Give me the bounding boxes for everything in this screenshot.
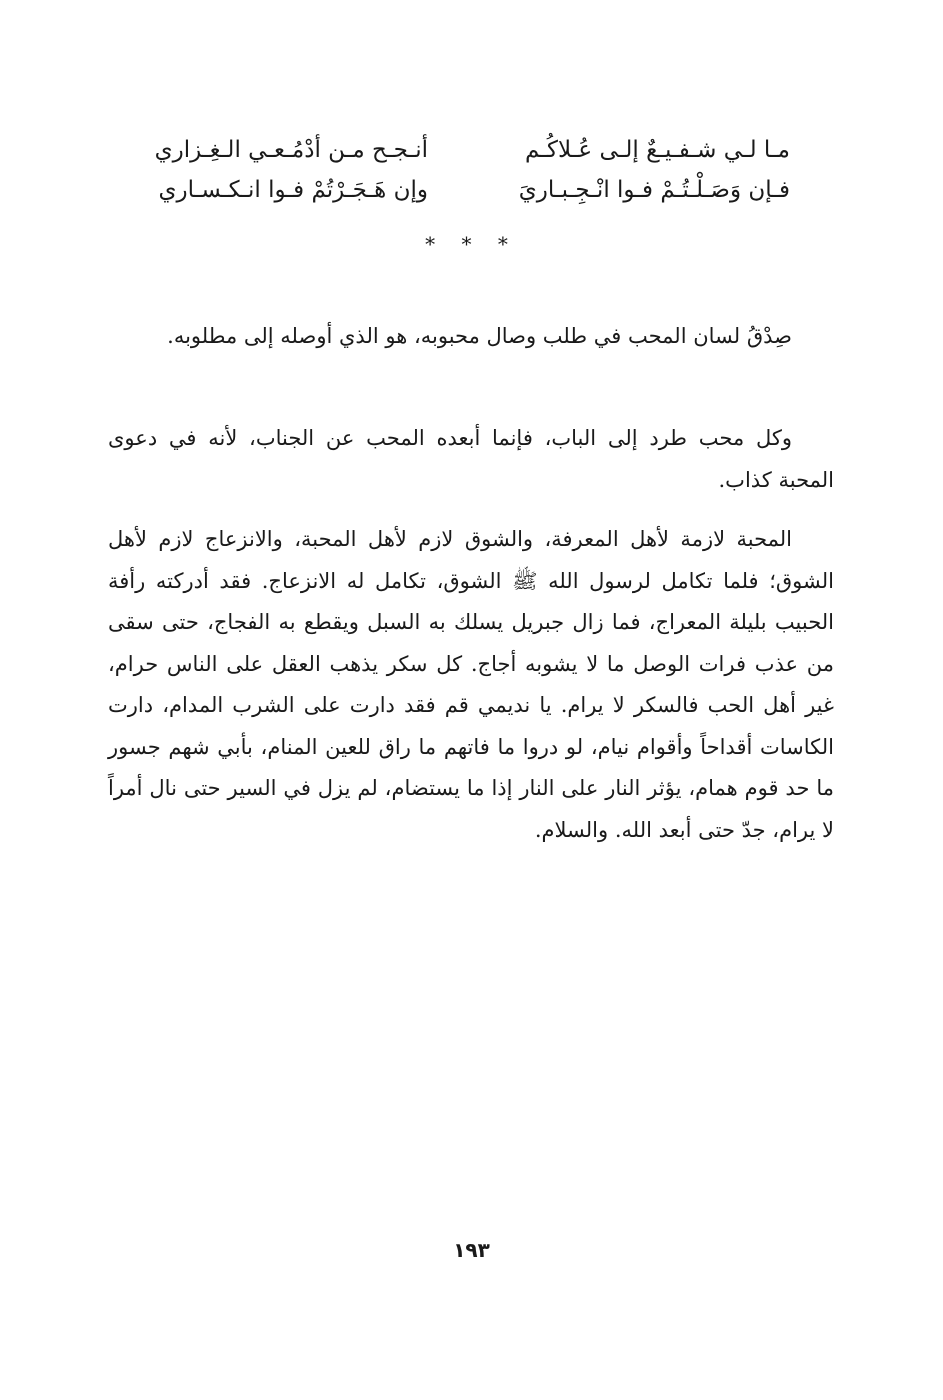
poem <box>108 130 790 210</box>
verse-second-hemistich: أنـجـح مـن أدْمُـعـي الـغِـزاري <box>154 137 428 163</box>
verse-second-hemistich: وإن هَـجَـرْتُمْ فـوا انـكـسـاري <box>158 177 428 203</box>
paragraph-3 <box>108 519 834 851</box>
paragraph-text: وكل محب طرد إلى الباب، فإنما أبعده المحب عن الجناب، لأنه في دعوى المحبة كذاب. <box>108 426 834 492</box>
poem-verse <box>108 170 790 210</box>
paragraph-1 <box>108 316 834 358</box>
page-number: ١٩٣ <box>453 1238 490 1262</box>
verse-first-hemistich: فـإن وَصَـلْـتُـمْ فـوا انْـجِـبـاريَ <box>518 177 790 203</box>
poem-verse <box>108 130 790 170</box>
paragraph-text: صِدْقُ لسان المحب في طلب وصال محبوبه، هو الذي أوصله إلى مطلوبه. <box>167 324 792 348</box>
verse-first-hemistich: مـا لـي شـفـيـعٌ إلـى عُـلاكُـم <box>524 137 790 163</box>
paragraph-text: المحبة لازمة لأهل المعرفة، والشوق لازم لأهل المحبة، والانزعاج لازم لأهل الشوق؛ فلما تكامل لرسول الله ﷺ الشوق، تكامل له الانزعاج. فقد أدركته رأفة الحبيب بليلة المعراج، فما زال جبريل يسلك به السبل ويقطع به الفجاج، حتى سقى من عذب فرات الوصل ما لا يشوبه أجاج. كل سكر يذهب العقل على الناس حرام، غير أهل الحب فالسكر لا يرام. يا نديمي قم فقد دارت على الشرب المدام، دارت الكاسات أقداحاً وأقوام نيام، لو دروا ما فاتهم ما راق للعين المنام، بأبي شهم جسور ما حد قوم همام، يؤثر النار على النار إذا ما يستضام، لم يزل في السير حتى نال أمراً لا يرام، جدّ حتى أبعد الله. والسلام. <box>108 527 834 842</box>
paragraph-2 <box>108 418 834 501</box>
section-separator: * * * <box>425 232 518 256</box>
